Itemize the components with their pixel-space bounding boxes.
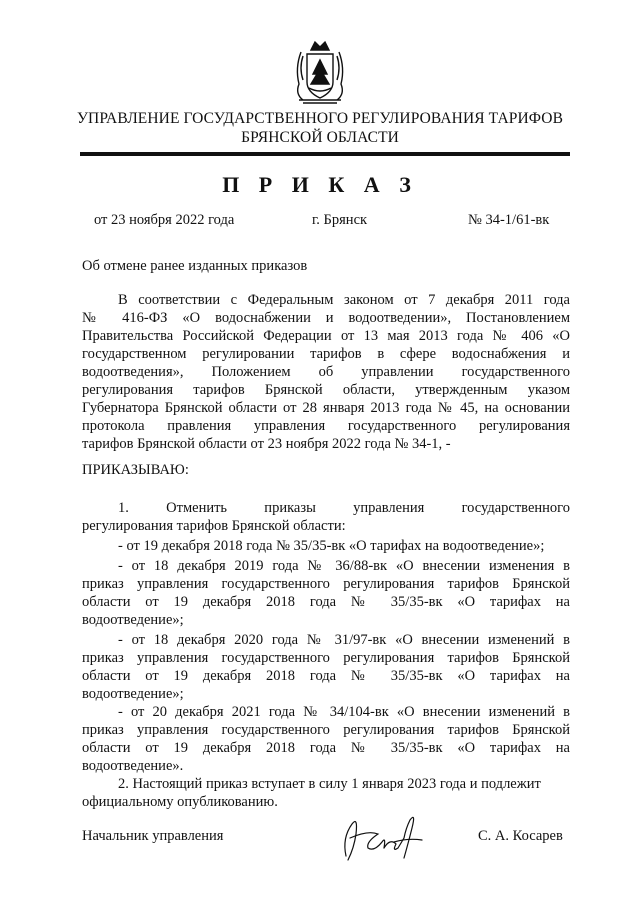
order-item-line: 2. Настоящий приказ вступает в силу 1 января 2023 года и подлежит (118, 776, 541, 792)
order-item-line: регулирования тарифов Брянской области: (82, 518, 346, 534)
preamble-line: В соответствии с Федеральным законом от 7 декабря 2011 года (118, 292, 570, 308)
order-item-line: водоотведение»; (82, 612, 184, 628)
header-divider (80, 152, 570, 156)
document-city: г. Брянск (312, 212, 368, 228)
document-date: от 23 ноября 2022 года (94, 212, 235, 228)
order-item-line: водоотведение». (82, 758, 184, 774)
document-subject: Об отмене ранее изданных приказов (82, 258, 308, 274)
order-item-line: приказ управления государственного регулирования тарифов Брянской (82, 722, 570, 738)
preamble-line: регулирования тарифов Брянской области, утвержденным указом (82, 382, 570, 398)
preamble-line: Правительства Российской Федерации от 13 мая 2013 года № 406 «О (82, 328, 570, 344)
preamble-line: тарифов Брянской области от 23 ноября 2022 года № 34-1, - (82, 436, 451, 452)
order-item-line: - от 18 декабря 2019 года № 36/88-вк «О внесении изменения в (118, 558, 570, 574)
order-item-line: - от 19 декабря 2018 года № 35/35-вк «О тарифах на водоотведение»; (118, 538, 545, 554)
order-item-line: приказ управления государственного регулирования тарифов Брянской (82, 650, 570, 666)
signatory-name: С. А. Косарев (478, 828, 563, 844)
order-item-line: области от 19 декабря 2018 года № 35/35-вк «О тарифах на (82, 594, 570, 610)
preamble-line: протокола правления управления государственного регулирования (82, 418, 570, 434)
order-item-line: области от 19 декабря 2018 года № 35/35-вк «О тарифах на (82, 668, 570, 684)
order-item-line: приказ управления государственного регулирования тарифов Брянской (82, 576, 570, 592)
handwritten-signature (338, 808, 428, 868)
order-item-line: официальному опубликованию. (82, 794, 278, 810)
preamble-line: водоотведения», Положением об управлении государственного (82, 364, 570, 380)
order-item-line: 1. Отменить приказы управления государственного (118, 500, 570, 516)
order-item-line: - от 20 декабря 2021 года № 34/104-вк «О внесении изменений в (118, 704, 570, 720)
organization-name-line1: УПРАВЛЕНИЕ ГОСУДАРСТВЕННОГО РЕГУЛИРОВАНИЯ ТАРИФОВ (76, 110, 564, 127)
coat-of-arms-icon (289, 38, 351, 106)
signatory-position: Начальник управления (82, 828, 224, 844)
document-number: № 34-1/61-вк (468, 212, 550, 228)
preamble-line: государственном регулировании тарифов в сфере водоснабжения и (82, 346, 570, 362)
order-item-line: области от 19 декабря 2018 года № 35/35-вк «О тарифах на (82, 740, 570, 756)
order-item-line: водоотведение»; (82, 686, 184, 702)
preamble-line: Губернатора Брянской области от 28 января 2013 года № 45, на основании (82, 400, 570, 416)
order-heading: ПРИКАЗЫВАЮ: (82, 462, 189, 478)
preamble-line: № 416-ФЗ «О водоснабжении и водоотведении», Постановлением (82, 310, 570, 326)
organization-name-line2: БРЯНСКОЙ ОБЛАСТИ (241, 129, 399, 146)
document-title: П Р И К А З (222, 172, 418, 197)
order-item-line: - от 18 декабря 2020 года № 31/97-вк «О внесении изменений в (118, 632, 570, 648)
